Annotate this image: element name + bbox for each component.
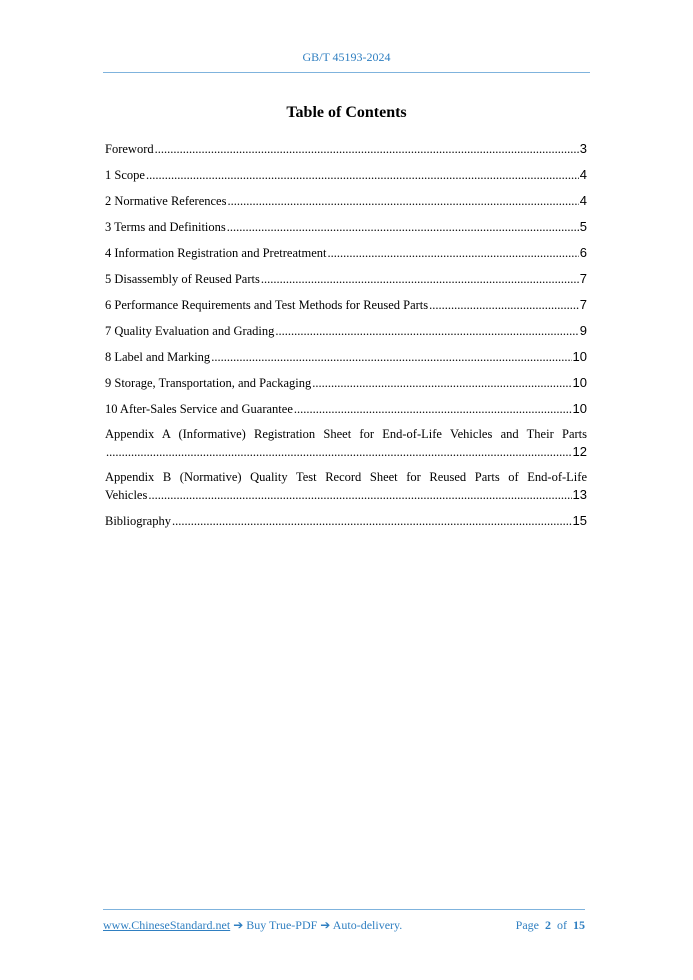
page-number [516, 918, 585, 933]
toc-entry-scope[interactable] [105, 166, 587, 184]
toc-leader [211, 349, 571, 366]
toc-leader [275, 323, 578, 340]
toc-entry-performance-requirements[interactable] [105, 296, 587, 314]
toc-leader [146, 167, 579, 184]
toc-entry-page: 10 [572, 375, 587, 390]
page-footer [103, 918, 585, 933]
toc-entry-label: 10 After-Sales Service and Guarantee [105, 402, 293, 416]
toc-entry-label: Appendix B (Normative) Quality Test Record Sheet for Reused Parts of End-of-Life [105, 470, 587, 484]
toc-entry-label: 5 Disassembly of Reused Parts [105, 272, 260, 286]
toc-entry-page: 4 [579, 193, 587, 208]
site-link[interactable]: www.ChineseStandard.net [103, 918, 231, 932]
toc-entry-quality-evaluation[interactable] [105, 322, 587, 340]
toc-leader [327, 245, 578, 262]
arrow-right-icon: ➔ [320, 918, 331, 932]
footer-divider [103, 909, 585, 910]
toc-entry-page: 12 [572, 444, 587, 459]
toc-leader [294, 401, 572, 418]
toc-entry-page: 9 [579, 323, 587, 338]
standard-code-header: GB/T 45193-2024 [302, 50, 391, 64]
toc-entry-foreword[interactable] [105, 140, 587, 158]
of-word: of [557, 918, 567, 932]
toc-entry-disassembly[interactable] [105, 270, 587, 288]
toc-entry-label: Appendix A (Informative) Registration Sheet for End-of-Life Vehicles and Their Parts [105, 427, 587, 441]
toc-entry-label: 3 Terms and Definitions [105, 220, 226, 234]
toc-leader [312, 375, 571, 392]
toc-leader [429, 297, 579, 314]
toc-entry-normative-references[interactable] [105, 192, 587, 210]
toc-entry-page: 7 [579, 271, 587, 286]
toc-entry-label: 9 Storage, Transportation, and Packaging [105, 376, 312, 390]
toc-entry-page: 6 [579, 245, 587, 260]
toc-leader [261, 271, 579, 288]
toc-entry-label: 2 Normative References [105, 194, 227, 208]
toc-entry-appendix-a[interactable] [105, 426, 587, 461]
toc-entry-terms-definitions[interactable] [105, 218, 587, 236]
toc-entry-label-continued: Vehicles [105, 488, 148, 502]
toc-entry-label: 4 Information Registration and Pretreatment [105, 246, 327, 260]
auto-delivery-text: Auto-delivery. [332, 918, 403, 932]
toc-entry-label: 7 Quality Evaluation and Grading [105, 324, 275, 338]
toc-entry-label: 6 Performance Requirements and Test Methods for Reused Parts [105, 298, 429, 312]
toc-leader [155, 141, 579, 158]
toc-entry-label-marking[interactable] [105, 348, 587, 366]
toc-entry-label: Bibliography [105, 514, 171, 528]
page-current: 2 [545, 918, 551, 932]
footer-promo [103, 918, 402, 933]
toc-leader [172, 513, 572, 530]
buy-true-pdf-text: Buy True-PDF [246, 918, 318, 932]
toc-entry-page: 10 [572, 349, 587, 364]
toc-entry-page: 3 [579, 141, 587, 156]
arrow-right-icon: ➔ [233, 918, 244, 932]
toc-entry-information-registration[interactable] [105, 244, 587, 262]
toc-entry-page: 4 [579, 167, 587, 182]
toc-entry-storage-transportation[interactable] [105, 374, 587, 392]
toc-leader [227, 193, 578, 210]
toc-entry-page: 15 [572, 513, 587, 528]
toc-leader [106, 444, 572, 461]
header-divider [103, 72, 590, 73]
toc-entry-page: 7 [579, 297, 587, 312]
page-word: Page [515, 918, 539, 932]
toc-entry-bibliography[interactable] [105, 512, 587, 530]
page-total: 15 [573, 918, 585, 932]
toc-entry-page: 13 [572, 487, 587, 502]
toc-entry-label: 1 Scope [105, 168, 145, 182]
toc-entry-page: 5 [579, 219, 587, 234]
toc-leader [227, 219, 579, 236]
toc-entry-label: 8 Label and Marking [105, 350, 211, 364]
page-title: Table of Contents [286, 104, 407, 121]
toc-entry-page: 10 [572, 401, 587, 416]
toc-entry-label: Foreword [105, 142, 154, 156]
toc-entry-after-sales[interactable] [105, 400, 587, 418]
table-of-contents [105, 140, 587, 538]
toc-entry-appendix-b[interactable] [105, 469, 587, 504]
toc-leader [148, 487, 571, 504]
